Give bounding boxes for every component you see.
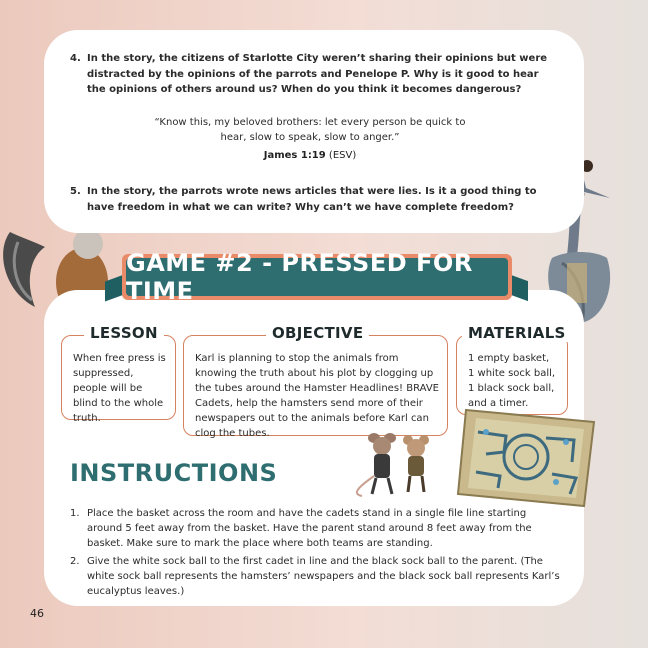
materials-title: MATERIALS (462, 324, 572, 342)
maze-map-illustration (456, 402, 596, 510)
step-number: 1. (70, 508, 80, 519)
step-number: 2. (70, 556, 80, 567)
game-banner-inner (126, 249, 508, 305)
lesson-title: LESSON (84, 324, 164, 342)
step-text: Place the basket across the room and have the cadets stand in a single file line starting around 5 feet away from the basket. Have the parent stand around 8 feet away from the basket. Make sure to mark the place where both teams are standing. (87, 508, 532, 549)
question-number: 5. (70, 186, 81, 197)
objective-box (183, 324, 448, 439)
game-title: GAME #2 - PRESSED FOR TIME (126, 249, 473, 305)
objective-text: Karl is planning to stop the animals from knowing the truth about his plot by clogging up the tubes around the Hamster Headlines! BRAVE Cadets, help the hamsters send more of their newspapers out to the animals before Karl can clog the tubes. (195, 353, 439, 439)
mice-illustration (352, 428, 442, 498)
materials-item: 1 black sock ball, (468, 383, 555, 394)
lesson-text: When free press is suppressed, people will be blind to the whole truth. (73, 353, 166, 424)
question-text: In the story, the citizens of Starlotte City weren’t sharing their opinions but were distracted by the opinions of the parrots and Penelope P. Why is it good to hear the opinions of others around us? When do you think it becomes dangerous? (87, 53, 548, 95)
materials-item: and a timer. (468, 398, 529, 409)
question-number: 4. (70, 53, 81, 64)
question-4 (70, 51, 560, 98)
materials-item: 1 empty basket, (468, 353, 550, 364)
objective-title: OBJECTIVE (266, 324, 369, 342)
scripture-quote: “Know this, my beloved brothers: let every person be quick to hear, slow to speak, slow to anger.” (154, 117, 466, 143)
lesson-box (61, 324, 176, 424)
question-text: In the story, the parrots wrote news articles that were lies. Is it a good thing to have freedom in what we can write? Why can’t we have complete freedom? (87, 186, 537, 213)
scripture-version: (ESV) (328, 150, 357, 161)
instruction-step-1 (70, 506, 560, 551)
question-5 (70, 184, 560, 215)
scripture-reference: James 1:19 (263, 150, 326, 161)
instructions-title: INSTRUCTIONS (70, 459, 278, 487)
page-number: 46 (30, 607, 44, 620)
scripture-citation (150, 150, 470, 161)
materials-item: 1 white sock ball, (468, 368, 556, 379)
step-text: Give the white sock ball to the first cadet in line and the black sock ball to the parent. (The white sock ball represents the hamsters’ newspapers and the black sock ball represents Karl’s eucalyptus leaves.) (87, 556, 560, 597)
instruction-step-2 (70, 554, 560, 599)
